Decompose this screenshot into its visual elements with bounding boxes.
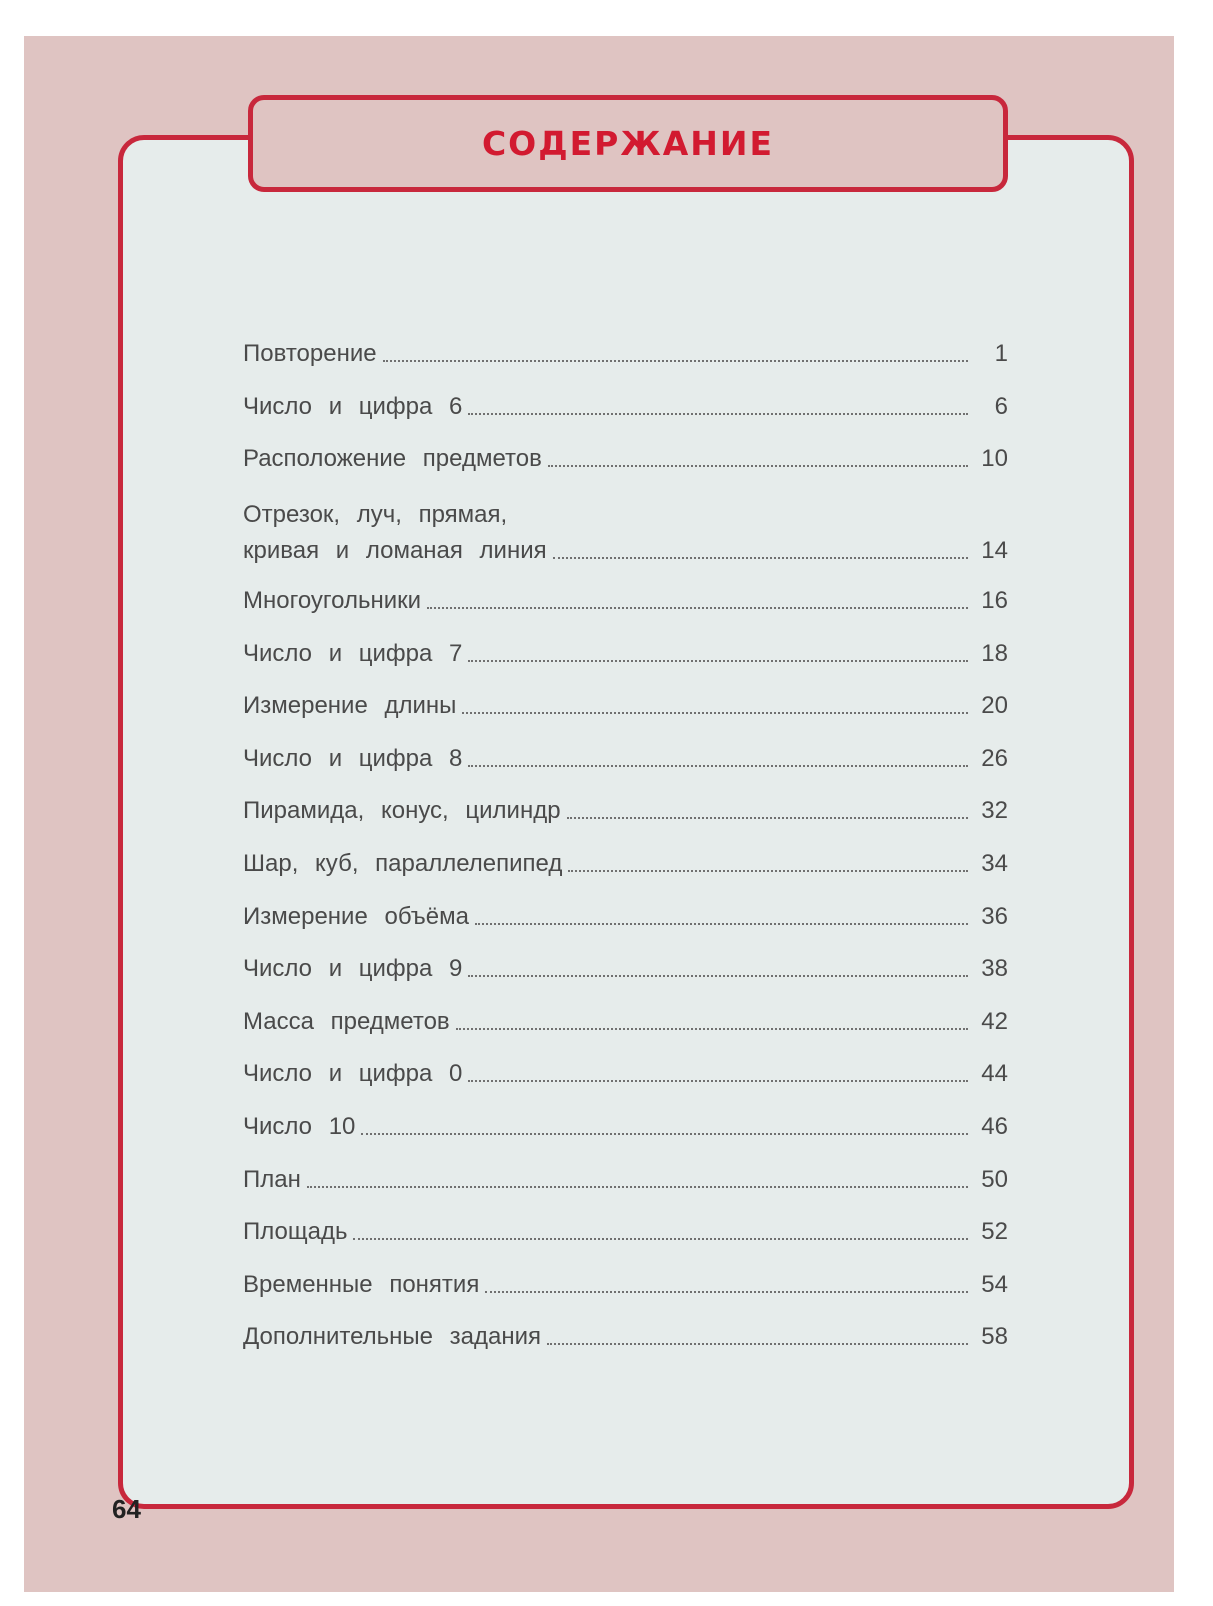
toc-entry-page: 46 [981, 1113, 1008, 1141]
toc-entry-title: Шар, куб, параллелепипед [243, 850, 563, 878]
toc-entry-title: Измерение объёма [243, 902, 469, 930]
toc-entry-page: 34 [981, 850, 1008, 878]
toc-entry-page: 36 [981, 902, 1008, 930]
toc-entry [243, 680, 1008, 733]
toc-entry [243, 1101, 1008, 1154]
page-title: СОДЕРЖАНИЕ [481, 124, 775, 163]
table-of-contents [243, 328, 1008, 1364]
dot-leader [456, 1028, 968, 1030]
title-banner [248, 95, 1008, 192]
toc-entry-title: План [243, 1165, 301, 1193]
toc-entry [243, 381, 1008, 434]
dot-leader [468, 660, 968, 662]
dot-leader [553, 557, 968, 559]
dot-leader [475, 923, 968, 925]
toc-entry [243, 1153, 1008, 1206]
toc-entry-title: Площадь [243, 1218, 348, 1246]
dot-leader [468, 1080, 968, 1082]
toc-entry-title: Число и цифра 6 [243, 392, 463, 420]
toc-entry-title: Измерение длины [243, 692, 457, 720]
dot-leader [427, 607, 968, 609]
toc-entry-title: Число и цифра 0 [243, 1060, 463, 1088]
toc-entry-title: Расположение предметов [243, 445, 542, 473]
toc-entry [243, 785, 1008, 838]
toc-entry [243, 328, 1008, 381]
toc-entry-page: 16 [981, 587, 1008, 615]
toc-entry [243, 433, 1008, 486]
toc-entry-title: Дополнительные задания [243, 1323, 542, 1351]
toc-entry-page: 32 [981, 797, 1008, 825]
toc-entry-page: 20 [981, 692, 1008, 720]
dot-leader [361, 1133, 968, 1135]
toc-entry-title: Число и цифра 8 [243, 744, 463, 772]
toc-entry-title: Многоугольники [243, 587, 422, 615]
toc-entry [243, 943, 1008, 996]
toc-entry-page: 26 [981, 744, 1008, 772]
toc-entry-title: Временные понятия [243, 1270, 480, 1298]
toc-entry-page: 50 [981, 1165, 1008, 1193]
toc-entry [243, 733, 1008, 786]
dot-leader [468, 413, 968, 415]
toc-entry-page: 58 [981, 1323, 1008, 1351]
toc-entry-title: Пирамида, конус, цилиндр [243, 797, 561, 825]
toc-entry-page: 14 [981, 536, 1008, 564]
toc-entry-page: 38 [981, 955, 1008, 983]
toc-entry-title: Число 10 [243, 1113, 356, 1141]
toc-entry-page: 6 [994, 392, 1008, 420]
toc-entry-page: 18 [981, 639, 1008, 667]
toc-entry-page: 10 [981, 445, 1008, 473]
toc-entry-title: Масса предметов [243, 1007, 450, 1035]
toc-entry [243, 890, 1008, 943]
toc-entry [243, 838, 1008, 891]
toc-entry [243, 1311, 1008, 1364]
dot-leader [568, 870, 968, 872]
toc-entry-page: 54 [981, 1270, 1008, 1298]
toc-entry-title: Число и цифра 9 [243, 955, 463, 983]
dot-leader [468, 765, 968, 767]
toc-entry [243, 1048, 1008, 1101]
page-number: 64 [112, 1494, 141, 1524]
toc-entry-page: 1 [994, 340, 1008, 368]
toc-entry [243, 996, 1008, 1049]
toc-entry [243, 1259, 1008, 1312]
dot-leader [353, 1238, 968, 1240]
dot-leader [548, 465, 968, 467]
dot-leader [567, 817, 968, 819]
toc-entry [243, 1206, 1008, 1259]
dot-leader [383, 360, 968, 362]
toc-entry [243, 486, 1008, 575]
toc-entry [243, 627, 1008, 680]
dot-leader [485, 1291, 968, 1293]
toc-entry-title: кривая и ломаная линия [243, 536, 547, 564]
toc-entry-title: Число и цифра 7 [243, 639, 463, 667]
dot-leader [547, 1343, 968, 1345]
toc-entry-page: 52 [981, 1218, 1008, 1246]
dot-leader [468, 975, 968, 977]
toc-entry-title: Повторение [243, 340, 377, 368]
toc-entry-title-line1: Отрезок, луч, прямая, [243, 500, 508, 528]
dot-leader [462, 712, 968, 714]
toc-entry [243, 575, 1008, 628]
toc-entry-page: 42 [981, 1007, 1008, 1035]
dot-leader [307, 1186, 968, 1188]
toc-entry-page: 44 [981, 1060, 1008, 1088]
